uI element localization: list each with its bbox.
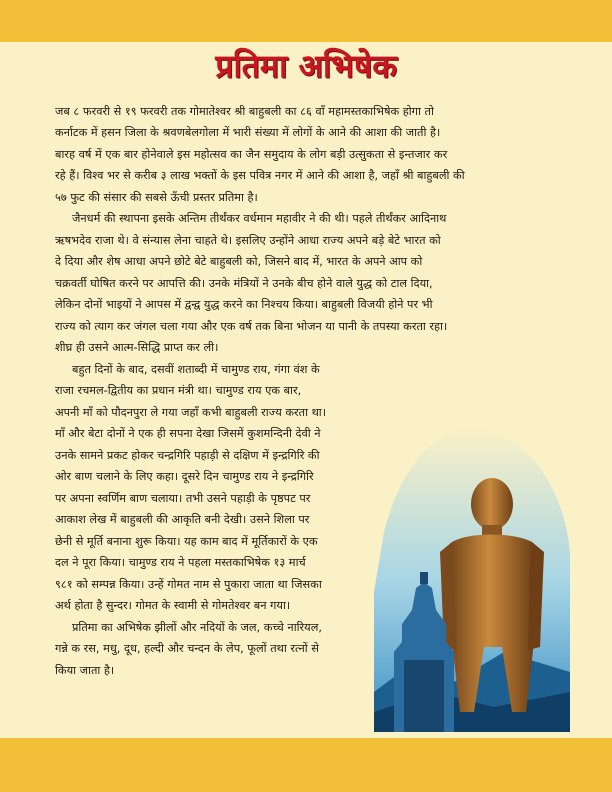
text-line: छेनी से मूर्ति बनाना शुरू किया। यह काम बाद में मूर्तिकारों के एक [55, 535, 318, 548]
text-line: अपनी माँ को पौदनपुरा ले गया जहाँ कभी बाहुबली राज्य करता था। [55, 406, 327, 419]
text-line: किया जाता है। [55, 664, 115, 677]
text-line: ओर बाण चलाने के लिए कहा। दूसरे दिन चामुण्ड राय ने इन्द्रगिरि [55, 470, 314, 483]
text-line: शीघ्र ही उसने आत्म-सिद्धि प्राप्त कर ली। [55, 341, 219, 354]
text-line: राज्य को त्याग कर जंगल चला गया और एक वर्ष तक बिना भोजन या पानी के तपस्या करता रहा। [55, 320, 448, 333]
text-line: बारह वर्ष में एक बार होनेवाले इस महोत्सव का जैन समुदाय के लोग बड़ी उत्सुकता से इन्तजार कर [55, 148, 448, 161]
text-line: आकाश लेख में बाहुबली की आकृति बनी देखी। उसने शिला पर [55, 513, 310, 526]
text-line: जब ८ फरवरी से १९ फरवरी तक गोमातेश्वर श्री बाहुबली का ८६ वाँ महामस्तकाभिषेक होगा तो [55, 105, 434, 118]
text-line: बहुत दिनों के बाद, दसवीं शताब्दी में चामुण्ड राय, गंगा वंश के [72, 363, 320, 376]
text-line: राजा रचमल-द्वितीय का प्रधान मंत्री था। चामुण्ड राय एक बार, [55, 384, 302, 397]
text-line: ऋषभदेव राजा थे। वे संन्यास लेना चाहते थे। इसलिए उन्होंने आधा राज्य अपने बड़े बेटे भारत को [55, 234, 441, 247]
text-line: लेकिन दोनों भाइयों ने आपस में द्वन्द्व युद्ध करने का निश्चय किया। बाहुबली विजयी होने पर भी [55, 298, 433, 311]
bottom-color-band [0, 738, 612, 792]
text-line: गन्ने क रस, मधु, दूध, हल्दी और चन्दन के लेप, फूलों तथा रत्नों से [55, 642, 319, 655]
text-line: पर अपना स्वर्णिम बाण चलाया। तभी उसने पहाड़ी के पृष्ठपट पर [55, 492, 311, 505]
text-line: चक्रवर्ती घोषित करने पर आपत्ति की। उनके मंत्रियों ने उनके बीच होने वाले युद्ध को टाल दिया, [55, 277, 433, 290]
text-line: प्रतिमा का अभिषेक झीलों और नदियों के जल, कच्चे नारियल, [72, 621, 322, 634]
text-line: उनके सामने प्रकट होकर चन्द्रगिरि पहाड़ी से दक्षिण में इन्द्रगिरि की [55, 449, 320, 462]
text-line: दे दिया और शेष आधा अपने छोटे बेटे बाहुबली को, जिसने बाद में, भारत के अपने आप को [55, 255, 423, 268]
text-line: दल ने पूरा किया। चामुण्ड राय ने पहला मस्तकाभिषेक १३ मार्च [55, 556, 306, 569]
text-line: रहे हैं। विश्व भर से करीब ३ लाख भक्तों के इस पवित्र नगर में आने की आशा है, जहाँ श्री बाहुबली की [55, 169, 465, 182]
text-line: माँ और बेटा दोनों ने एक ही सपना देखा जिसमें कुशमन्दिनी देवी ने [55, 427, 321, 440]
text-line: कर्नाटक में हसन जिला के श्रवणबेलगोला में भारी संख्या में लोगों के आने की आशा की जाती है। [55, 126, 441, 139]
top-color-band [0, 0, 612, 42]
text-line: ५७ फुट की संसार की सबसे ऊँची प्रस्तर प्रतिमा है। [55, 191, 258, 204]
text-line: जैनधर्म की स्थापना इसके अन्तिम तीर्थंकर वर्धमान महावीर ने की थी। पहले तीर्थंकर आदिनाथ [72, 212, 447, 225]
page-title: प्रतिमा अभिषेक [215, 47, 397, 85]
bahubali-statue-illustration [374, 392, 570, 732]
text-line: अर्थ होता है सुन्दर। गोमत के स्वामी से गोमतेश्वर बन गया। [55, 599, 291, 612]
text-line: ९८१ को सम्पन्न किया। उन्हें गोमत नाम से पुकारा जाता था जिसका [55, 578, 322, 591]
